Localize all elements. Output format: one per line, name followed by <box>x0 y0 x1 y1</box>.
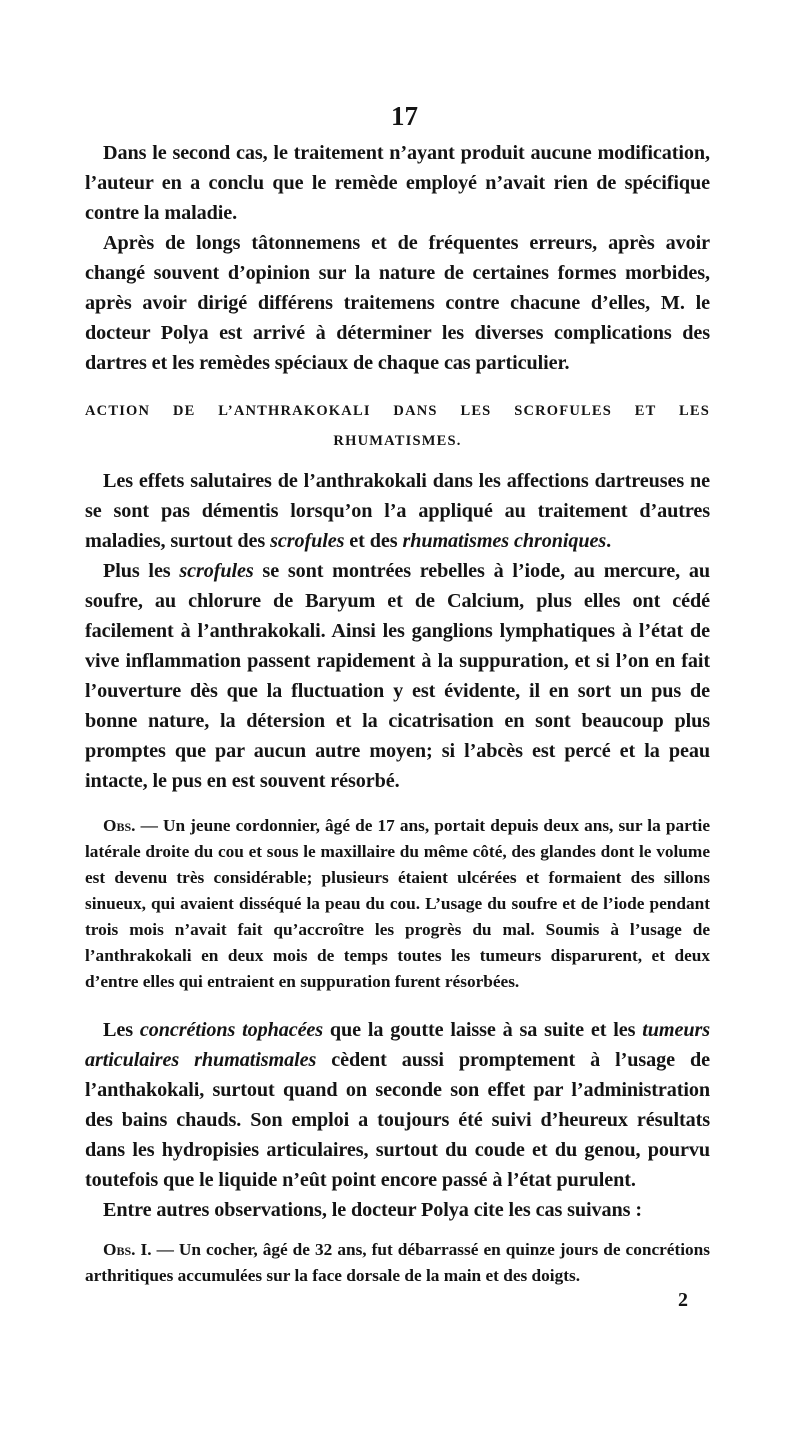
observation-1 <box>85 813 710 995</box>
paragraph-2: Après de longs tâtonnemens et de fréquentes erreurs, après avoir changé souvent d’opinion sur la nature de certaines formes morbides, après avoir dirigé différens traitemens contre chacune d’elles, M. le docteur Polya est arrivé à déterminer les diverses complications des dartres et les remèdes spéciaux de chaque cas particulier. <box>85 232 710 374</box>
paragraph-4 <box>85 556 710 796</box>
paragraph-3-text-1: Les effets salutaires de l’anthrakokali dans les affections dartreuses ne se sont pas démentis lorsqu’on l’a appliqué au traitement d’autres maladies, surtout des <box>85 470 710 552</box>
paragraph-6: Entre autres observations, le docteur Polya cite les cas suivans : <box>103 1199 642 1221</box>
paragraph-4-text-1: Plus les <box>103 560 180 582</box>
observation-1-label: Obs. <box>103 816 136 835</box>
observation-2 <box>85 1237 710 1289</box>
paragraph-4-emphasis-1: scrofules <box>179 560 254 582</box>
paragraph-4-text-2: se sont montrées rebelles à l’iode, au mercure, au soufre, au chlorure de Baryum et de Calcium, plus elles ont cédé facilement à l’anthrakokali. Ainsi les ganglions lymphatiques à l’état de vive inflammation passent rapidement à la suppuration, et si l’on en fait l’ouverture dès que la fluctuation y est évidente, il en sort un pus de bonne nature, la détersion et la cicatrisation en sont beaucoup plus promptes que par aucun autre moyen; si l’abcès est percé et la peau intacte, le pus en est souvent résorbé. <box>85 560 710 792</box>
signature-mark: 2 <box>678 1289 688 1311</box>
observation-1-text: — Un jeune cordonnier, âgé de 17 ans, portait depuis deux ans, sur la partie latérale droite du cou et sous le maxillaire du même côté, des glandes dont le volume est devenu très considérable; plusieurs étaient ulcérées et formaient des sillons sinueux, qui avaient disséqué la peau du cou. L’usage du soufre et de l’iode pendant trois mois n’avait fait qu’accroître les progrès du mal. Soumis à l’usage de l’anthrakokali en deux mois de temps toutes les tumeurs disparurent, et deux d’entre elles qui entraient en suppuration furent résorbées. <box>85 816 710 991</box>
paragraph-1: Dans le second cas, le traitement n’ayant produit aucune modification, l’auteur en a conclu que le remède employé n’avait rien de spécifique contre la maladie. <box>85 142 710 224</box>
document-page <box>85 0 710 1311</box>
paragraph-5-emphasis-1: concrétions tophacées <box>139 1019 324 1041</box>
paragraph-5-text-1: Les <box>103 1019 140 1041</box>
section-heading: ACTION DE L’ANTHRAKOKALI DANS LES SCROFULES ET LES RHUMATISMES. <box>85 403 710 449</box>
observation-2-text: — Un cocher, âgé de 32 ans, fut débarrassé en quinze jours de concrétions arthritiques accumulées sur la face dorsale de la main et des doigts. <box>85 1240 710 1285</box>
paragraph-3-text-2: et des <box>344 530 403 552</box>
paragraph-3-emphasis-2: rhumatismes chroniques <box>402 530 607 552</box>
paragraph-3 <box>85 466 710 556</box>
paragraph-5 <box>85 1015 710 1195</box>
paragraph-5-text-3: cèdent aussi promptement à l’usage de l’anthakokali, surtout quand on seconde son effet par l’administration des bains chauds. Son emploi a toujours été suivi d’heureux résultats dans les hydropisies articulaires, surtout du coude et du genou, pourvu toutefois que le liquide n’eût point encore passé à l’état purulent. <box>85 1049 710 1191</box>
paragraph-3-emphasis-1: scrofules <box>270 530 345 552</box>
paragraph-3-text-3: . <box>606 530 612 552</box>
observation-2-label: Obs. I. <box>103 1240 152 1259</box>
paragraph-5-emphasis-2: tumeurs articulaires rhumatismales <box>85 1019 710 1071</box>
paragraph-5-text-2: que la goutte laisse à sa suite et les <box>323 1019 643 1041</box>
page-number: 17 <box>391 101 418 131</box>
